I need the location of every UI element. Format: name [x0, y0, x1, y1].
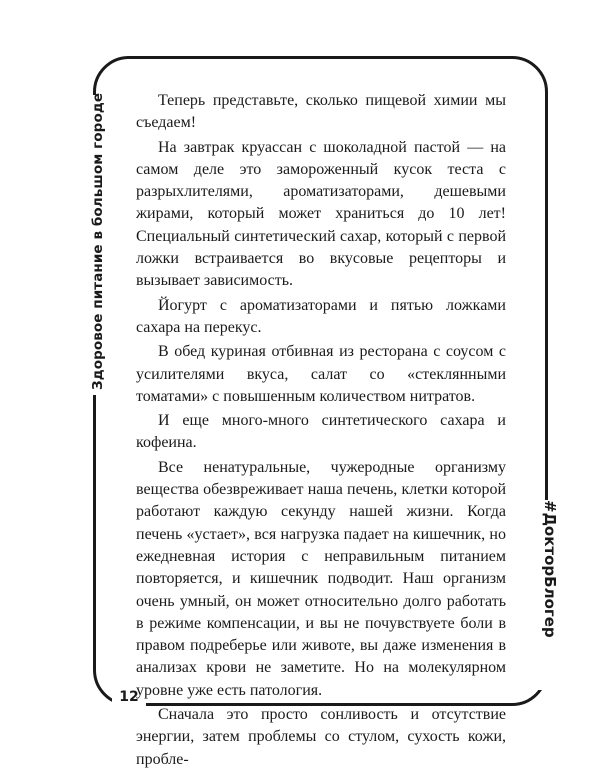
running-head-hashtag: #ДокторБлогер — [541, 500, 559, 638]
page-number: 12 — [119, 689, 139, 705]
paragraph: На завтрак круассан с шоколадной пастой — на самом деле это замороженный кусок теста с разрыхлителями, ароматизаторами, дешевыми жирами, который может храниться до 10 лет! Специальный синтетический сахар, который с первой ложки встраивается во вкусовые рецепторы и вызывает зависимость. — [136, 138, 506, 290]
paragraph: Сначала это просто сонливость и отсутствие энергии, затем проблемы со стулом, сухость кожи, пробле- — [136, 706, 506, 768]
paragraph: В обед куриная отбивная из ресторана с соусом с усилителями вкуса, салат со «стеклянными томатами» с повышенным количеством нитратов. — [136, 343, 506, 405]
paragraph: И еще много-много синтетического сахара и кофеина. — [136, 412, 506, 452]
paragraph: Все ненатуральные, чужеродные организму вещества обезвреживает наша печень, клетки которой работают каждую секунду нашей жизни. Когда печень «устает», вся нагрузка падает на кишечник, но ежедневная история с неправильным питанием повторяется, и кишечник подводит. Наш организм очень умный, он может относительно долго работать в режиме компенсации, и вы не почувствуете боли в правом подреберье или животе, вы даже изменения в анализах крови не заметите. Но на молекулярном уровне уже есть патология. — [136, 458, 506, 699]
paragraph: Теперь представьте, сколько пищевой химии мы съедаем! — [136, 92, 506, 132]
body-text — [136, 90, 506, 773]
running-head-book-title: Здоровое питание в большом городе — [90, 92, 106, 390]
paragraph: Йогурт с ароматизаторами и пятью ложками сахара на перекус. — [136, 296, 506, 336]
